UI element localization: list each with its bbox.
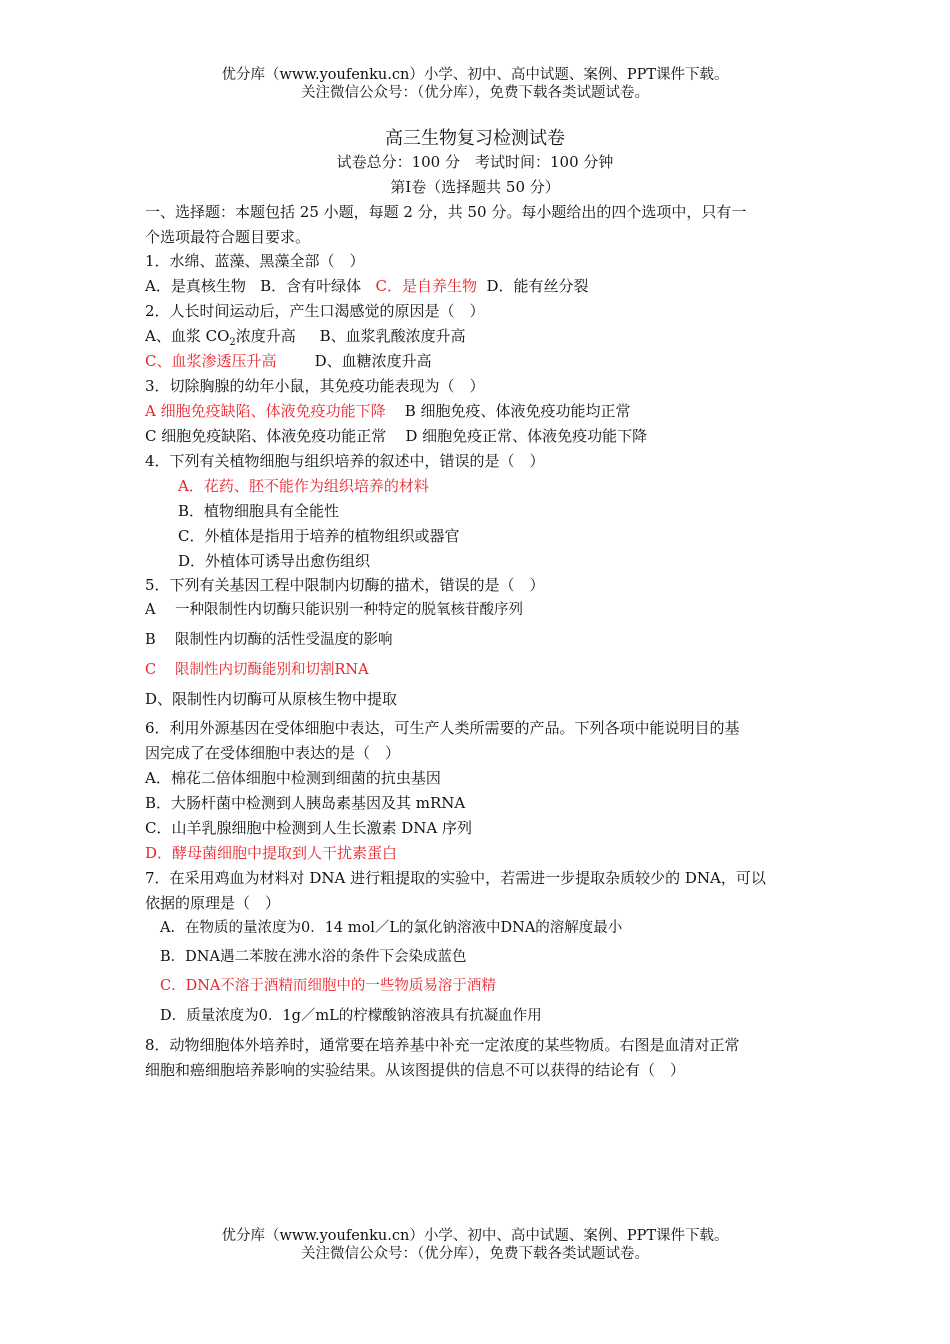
q7-stem-2: 依据的原理是（ ） [145, 894, 281, 912]
q2-option-b: B、血浆乳酸浓度升高 [319, 327, 466, 345]
q5-option-c-answer [145, 660, 369, 680]
q2-options-ab [145, 326, 466, 353]
footer-line-1: 优分库（www.youfenku.cn）小学、初中、高中试题、案例、PPT课件下载。 [221, 1228, 729, 1244]
q5-option-b [145, 630, 393, 650]
q2-stem: 2．人长时间运动后，产生口渴感觉的原因是（ ） [145, 302, 485, 320]
footer-line-2: 关注微信公众号：（优分库），免费下载各类试题试卷。 [301, 1246, 649, 1262]
q5-option-a [145, 600, 523, 620]
q6-stem-1: 6．利用外源基因在受体细胞中表达，可生产人类所需要的产品。下列各项中能说明目的基 [145, 719, 740, 737]
q4-stem: 4．下列有关植物细胞与组织培养的叙述中，错误的是（ ） [145, 452, 545, 470]
q2-option-a-pre: A、血浆 CO [145, 327, 230, 345]
q5-option-a-letter: A [145, 602, 156, 618]
q5-option-d: D、限制性内切酶可从原核生物中提取 [145, 690, 398, 708]
q3-option-d: D 细胞免疫正常、体液免疫功能下降 [405, 427, 648, 445]
q6-option-d-answer: D．酵母菌细胞中提取到人干扰素蛋白 [145, 844, 398, 862]
q2-option-c-answer: C、血浆渗透压升高 [145, 352, 277, 370]
q8-stem-1: 8．动物细胞体外培养时，通常要在培养基中补充一定浓度的某些物质。右图是血清对正常 [145, 1036, 740, 1054]
q5-stem: 5．下列有关基因工程中限制内切酶的描术，错误的是（ ） [145, 576, 545, 594]
q2-option-a [145, 327, 296, 348]
header-line-2: 关注微信公众号：（优分库），免费下载各类试题试卷。 [301, 85, 649, 101]
q7-option-a: A．在物质的量浓度为0．14 mol／L的氯化钠溶液中DNA的溶解度最小 [160, 920, 623, 936]
q6-stem-2: 因完成了在受体细胞中表达的是（ ） [145, 744, 401, 762]
q3-option-a-answer: A 细胞免疫缺陷、体液免疫功能下降 [145, 402, 386, 420]
q1-stem: 1．水绵、蓝藻、黑藻全部（ ） [145, 252, 365, 270]
q4-option-c: C．外植体是指用于培养的植物组织或器官 [178, 527, 460, 545]
q6-option-a: A．棉花二倍体细胞中检测到细菌的抗虫基因 [145, 769, 441, 787]
exam-meta: 试卷总分：100 分 考试时间：100 分钟 [336, 153, 614, 171]
page-header [0, 66, 950, 102]
q5-option-c-text: 限制性内切酶能别和切割RNA [175, 662, 369, 678]
q5-option-a-text: 一种限制性内切酶只能识别一种特定的脱氧核苷酸序列 [175, 602, 523, 618]
section-intro-1: 一、选择题：本题包括 25 小题，每题 2 分，共 50 分。每小题给出的四个选项中，只有一 [145, 203, 747, 221]
q4-option-a-answer: A．花药、胚不能作为组织培养的材料 [178, 477, 429, 495]
q3-options-ab [145, 401, 630, 421]
q8-stem-2: 细胞和癌细胞培养影响的实验结果。从该图提供的信息不可以获得的结论有（ ） [145, 1061, 686, 1079]
q3-stem: 3．切除胸腺的幼年小鼠，其免疫功能表现为（ ） [145, 377, 485, 395]
q2-option-a-sub: 2 [229, 337, 236, 348]
page-footer [0, 1227, 950, 1263]
q1-option-a: A．是真核生物 [145, 277, 246, 295]
q5-option-c-letter: C [145, 662, 157, 678]
q4-option-b: B．植物细胞具有全能性 [178, 502, 340, 520]
q5-option-b-letter: B [145, 632, 156, 648]
q1-option-b: B．含有叶绿体 [260, 277, 362, 295]
exam-title: 高三生物复习检测试卷 [385, 128, 565, 149]
section-intro-2: 个选项最符合题目要求。 [145, 228, 311, 246]
q2-option-a-post: 浓度升高 [235, 327, 296, 345]
q2-option-d: D、血糖浓度升高 [314, 352, 432, 370]
q6-option-b: B．大肠杆菌中检测到人胰岛素基因及其 mRNA [145, 794, 466, 812]
q3-option-b: B 细胞免疫、体液免疫功能均正常 [404, 402, 631, 420]
q3-options-cd [145, 426, 647, 446]
q7-option-d: D．质量浓度为0．1g／mL的柠檬酸钠溶液具有抗凝血作用 [160, 1008, 542, 1024]
q2-options-cd [145, 351, 432, 371]
q5-option-b-text: 限制性内切酶的活性受温度的影响 [175, 632, 393, 648]
q7-stem-1: 7．在采用鸡血为材料对 DNA 进行粗提取的实验中，若需进一步提取杂质较少的 DNA，可以 [145, 869, 766, 887]
exam-part: 第Ⅰ卷（选择题共 50 分） [390, 178, 560, 196]
q7-option-b: B．DNA遇二苯胺在沸水浴的条件下会染成蓝色 [160, 949, 467, 965]
q1-option-c-answer: C．是自养生物 [375, 277, 477, 295]
header-line-1: 优分库（www.youfenku.cn）小学、初中、高中试题、案例、PPT课件下载。 [221, 67, 729, 83]
q1-options [145, 276, 589, 296]
q7-option-c-answer: C．DNA不溶于酒精而细胞中的一些物质易溶于酒精 [160, 978, 496, 994]
q6-option-c: C．山羊乳腺细胞中检测到人生长激素 DNA 序列 [145, 819, 472, 837]
q3-option-c: C 细胞免疫缺陷、体液免疫功能正常 [145, 427, 387, 445]
q1-option-d: D．能有丝分裂 [486, 277, 589, 295]
q4-option-d: D．外植体可诱导出愈伤组织 [178, 552, 371, 570]
